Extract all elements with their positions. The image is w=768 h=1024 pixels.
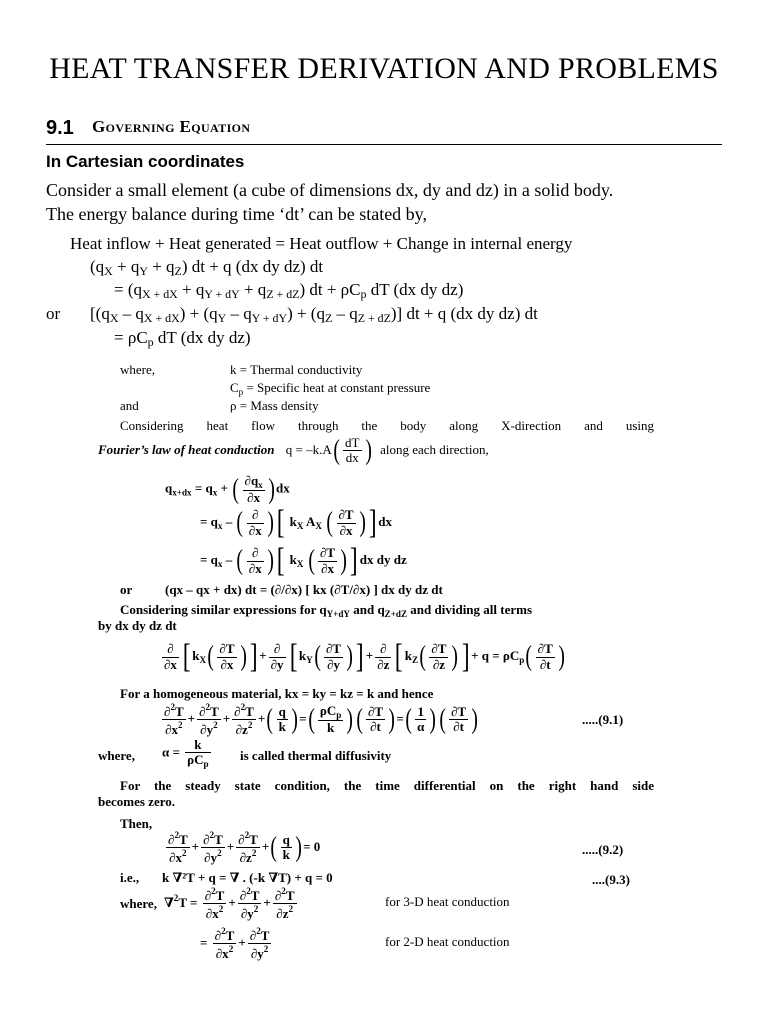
qx-eq-4: (qx – qx + dx) dt = (∂/∂x) [ kx (∂T/∂x) ] dx dy dz dt bbox=[165, 582, 443, 597]
fourier-intro: Considering heat flow through the body along X-direction and using bbox=[120, 418, 654, 433]
intro-line-1: Consider a small element (a cube of dimensions dx, dy and dz) in a solid body. bbox=[46, 180, 614, 200]
fourier-law-name: Fourier’s law of heat conduction bbox=[98, 441, 275, 457]
or-label: or bbox=[46, 304, 61, 323]
page-title: HEAT TRANSFER DERIVATION AND PROBLEMS bbox=[49, 52, 719, 85]
balance-eq-line-3: $[(q_X - q_{X + dX}) + (q_Y - q_{Y + dY}) + (q_Z - q_{Z + dZ})]$ dt + q (dx dy dz) dt bbox=[90, 304, 538, 325]
steady-line-2: becomes zero. bbox=[98, 794, 176, 809]
equation-9-3: k ∇²T + q = ∇ . (-k ∇T) + q = 0 bbox=[162, 870, 333, 885]
diffusivity-eq: α = $\frac{k}{\rho C_p}$ bbox=[162, 737, 209, 770]
def-rho: ρ = Mass density bbox=[230, 398, 319, 413]
balance-eq-line-1: $(q_X + q_Y + q_Z)$ dt + q (dx dy dz) dt bbox=[90, 257, 324, 278]
balance-eq-line-2: = $(q_{X + dX} + q_{Y + dY} + q_{Z + dZ})$ dt + $\rho C_p$ dT (dx dy dz) bbox=[114, 280, 464, 301]
equation-label-9-1: .....(9.1) bbox=[582, 712, 624, 727]
diffusivity-text: is called thermal diffusivity bbox=[240, 748, 392, 763]
homogeneous-text: For a homogeneous material, kx = ky = kz = k and hence bbox=[120, 686, 434, 701]
qx-eq-2: = $q_x$ – ( $\frac{\partial}{\partial x}$ )[ $k_X$ $A_X$ ( $\frac{\partial T}{\partial x}$ )] dx bbox=[200, 504, 392, 541]
fourier-law-line: Fourier’s law of heat conduction q = –k.A( $\frac{dT}{dx}$ ) along each direction, bbox=[98, 434, 489, 466]
qx-eq-1: $q_{x+dx} = q_x$ + ( $\frac{\partial q_x}{\partial x}$ )dx bbox=[165, 473, 290, 505]
section-divider bbox=[46, 144, 722, 145]
ie-label: i.e., bbox=[120, 870, 140, 885]
balance-eq-line-4: = $\rho C_p$ dT (dx dy dz) bbox=[114, 328, 251, 349]
then-label: Then, bbox=[120, 816, 153, 831]
equation-9-2: $\frac{\partial^2T}{\partial x^2}$ + $\frac{\partial^2T}{\partial y^2}$ + $\frac{\partial^2T}{\partial z^2}$ +( $\frac{q}{k}$ )= 0 bbox=[168, 830, 321, 866]
laplacian-where: where, bbox=[120, 896, 157, 911]
laplacian-3d: ∇$^2$T = $\frac{\partial^2T}{\partial x^2}$ + $\frac{\partial^2T}{\partial y^2}$ + $\frac{\partial^2T}{\partial z^2}$ bbox=[164, 886, 295, 922]
qx-eq-3: = $q_x$ – ( $\frac{\partial}{\partial x}$ )[ $k_X$ ( $\frac{\partial T}{\partial x}$ )] dx dy dz bbox=[200, 542, 407, 579]
similar-line-2: by dx dy dz dt bbox=[98, 618, 177, 633]
subsection-heading: In Cartesian coordinates bbox=[46, 152, 245, 171]
where-label-1: where, bbox=[120, 362, 156, 377]
laplacian-2d: = $\frac{\partial^2T}{\partial x^2}$ + $\frac{\partial^2T}{\partial y^2}$ bbox=[200, 926, 270, 962]
laplacian-2d-note: for 2-D heat conduction bbox=[385, 934, 510, 949]
and-label: and bbox=[120, 398, 139, 413]
equation-9-1: $\frac{\partial^2T}{\partial x^2}$ + $\frac{\partial^2T}{\partial y^2}$ + $\frac{\partial^2T}{\partial z^2}$ +( $\frac{q}{k}$ )=( $\frac{\rho C_p}{k}$ )( $\frac{\partial T}{\partial t}$ )=( $\frac{1}{\alpha}$ )( $\frac{\partial T}{\partial t}$ ) bbox=[164, 702, 479, 738]
def-cp: $C_p$ = Specific heat at constant pressure bbox=[230, 380, 431, 397]
qx-or-label: or bbox=[120, 582, 133, 597]
intro-line-2: The energy balance during time ‘dt’ can be stated by, bbox=[46, 204, 428, 224]
equation-label-9-3: ....(9.3) bbox=[592, 872, 630, 887]
laplacian-3d-note: for 3-D heat conduction bbox=[385, 894, 510, 909]
section-title: Governing Equation bbox=[92, 117, 251, 136]
section-number: 9.1 bbox=[46, 117, 74, 139]
similar-line-1: Considering similar expressions for $q_{Y+dY}$ and $q_{Z+dZ}$ and dividing all terms bbox=[120, 602, 533, 619]
general-heat-equation: $\frac{\partial}{\partial x}$ [ $k_X$( $\frac{\partial T}{\partial x}$ )] + $\frac{\partial}{\partial y}$ [ $k_Y$( $\frac{\partial T}{\partial y}$ )] + $\frac{\partial}{\partial z}$ [ $k_Z$( $\frac{\partial T}{\partial z}$ )] + $q = \rho C_p$( $\frac{\partial T}{\partial t}$ ) bbox=[164, 638, 565, 675]
diffusivity-where: where, bbox=[98, 748, 135, 763]
energy-balance-statement: Heat inflow + Heat generated = Heat outflow + Change in internal energy bbox=[70, 234, 573, 253]
steady-line-1: For the steady state condition, the time differential on the right hand side bbox=[120, 778, 654, 793]
equation-label-9-2: .....(9.2) bbox=[582, 842, 624, 857]
def-k: k = Thermal conductivity bbox=[230, 362, 363, 377]
